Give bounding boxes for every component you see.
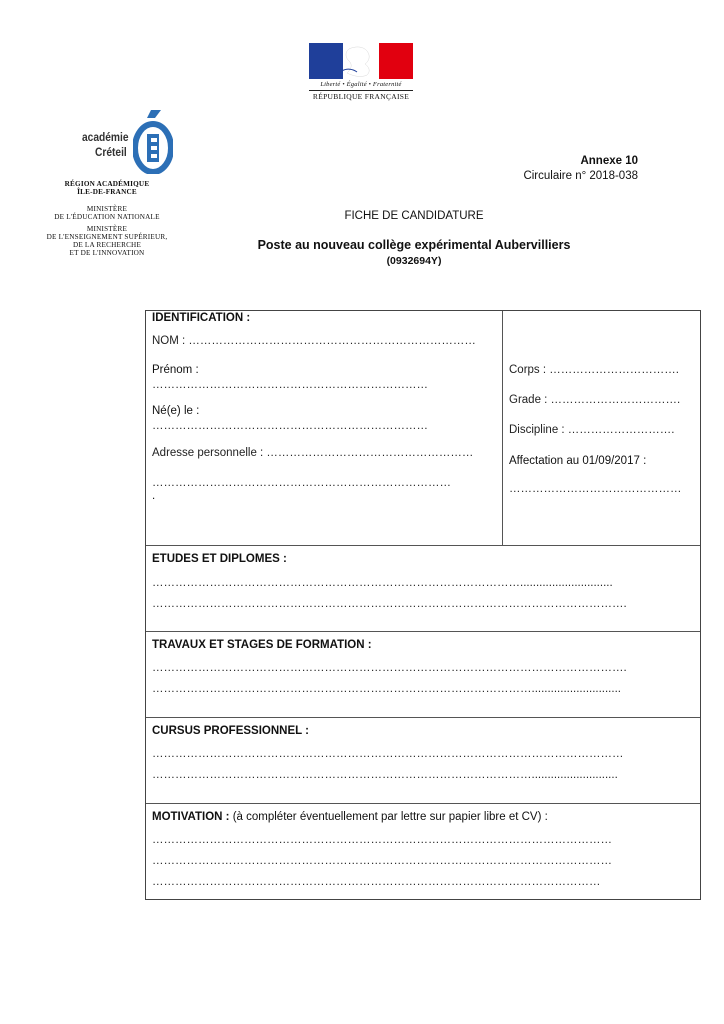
rf-motto: Liberté • Égalité • Fraternité: [320, 81, 402, 88]
academie-creteil-logo: [70, 110, 180, 174]
motivation-title: MOTIVATION :: [152, 811, 230, 823]
travaux-line-1[interactable]: …………………………………………………………………………………………………………….: [152, 662, 627, 674]
section-divider: [146, 717, 700, 718]
motivation-line-1[interactable]: …………………………………………………………………………………………………………: [152, 834, 612, 846]
ne-le-field[interactable]: ………………………………………………………………: [152, 420, 428, 432]
etudes-line-1[interactable]: …………………………………………………………………………………….............................: [152, 577, 613, 589]
nom-field[interactable]: NOM : …………………………………………………………………: [152, 335, 476, 347]
affectation-field[interactable]: ………………………………………: [509, 483, 682, 495]
motivation-subtitle: (à compléter éventuellement par lettre sur papier libre et CV) :: [229, 811, 548, 823]
academie-label: académie: [82, 130, 129, 144]
identification-title: IDENTIFICATION :: [152, 312, 251, 324]
section-divider: [146, 631, 700, 632]
prenom-field[interactable]: ………………………………………………………………: [152, 379, 428, 391]
ne-le-label: Né(e) le :: [152, 405, 200, 417]
poste-title: Poste au nouveau collège expérimental Aubervilliers: [257, 238, 571, 252]
region-academique: RÉGION ACADÉMIQUE ÎLE-DE-FRANCE: [64, 180, 150, 196]
marianne-flag-icon: [309, 43, 413, 79]
adresse-end: .: [152, 490, 156, 502]
adresse-field[interactable]: Adresse personnelle : ………………………………………………: [152, 447, 474, 459]
circulaire-label: Circulaire n° 2018-038: [523, 170, 638, 182]
ministere-enseignement: MINISTÈRE DE L'ENSEIGNEMENT SUPÉRIEUR, DE LA RECHERCHE ET DE L'INNOVATION: [46, 225, 168, 257]
affectation-label: Affectation au 01/09/2017 :: [509, 455, 647, 467]
cursus-line-1[interactable]: ……………………………………………………………………………………………………………: [152, 748, 624, 760]
etudes-line-2[interactable]: …………………………………………………………………………………………………………….: [152, 598, 627, 610]
identification-divider: [502, 311, 503, 545]
section-divider: [146, 545, 700, 546]
etudes-title: ETUDES ET DIPLOMES :: [152, 553, 287, 565]
republique-francaise-logo: [309, 43, 413, 101]
fiche-title: FICHE DE CANDIDATURE: [344, 210, 484, 222]
section-divider: [146, 803, 700, 804]
motivation-line-3[interactable]: ………………………………………………………………………………………………………: [152, 876, 601, 888]
rf-name: RÉPUBLIQUE FRANÇAISE: [309, 90, 413, 101]
poste-code: (0932694Y): [386, 255, 442, 267]
discipline-field[interactable]: Discipline : ……………………….: [509, 424, 675, 436]
adresse-field-line2[interactable]: ……………………………………………………………………: [152, 477, 451, 489]
motivation-heading: [152, 811, 548, 823]
cursus-line-2[interactable]: ………………………………………………………………………………………...........................: [152, 769, 618, 781]
annex-label: Annexe 10: [580, 155, 638, 167]
motivation-line-2[interactable]: …………………………………………………………………………………………………………: [152, 855, 612, 867]
travaux-title: TRAVAUX ET STAGES DE FORMATION :: [152, 639, 372, 651]
cursus-title: CURSUS PROFESSIONNEL :: [152, 725, 309, 737]
candidature-form: [145, 310, 701, 900]
academie-e-icon: [133, 110, 173, 174]
grade-field[interactable]: Grade : …………………………….: [509, 394, 681, 406]
ministere-education: MINISTÈRE DE L'ÉDUCATION NATIONALE: [54, 205, 160, 221]
corps-field[interactable]: Corps : …………………………….: [509, 364, 679, 376]
prenom-label: Prénom :: [152, 364, 199, 376]
creteil-label: Créteil: [95, 145, 127, 159]
travaux-line-2[interactable]: ………………………………………………………………………………………............................: [152, 683, 621, 695]
